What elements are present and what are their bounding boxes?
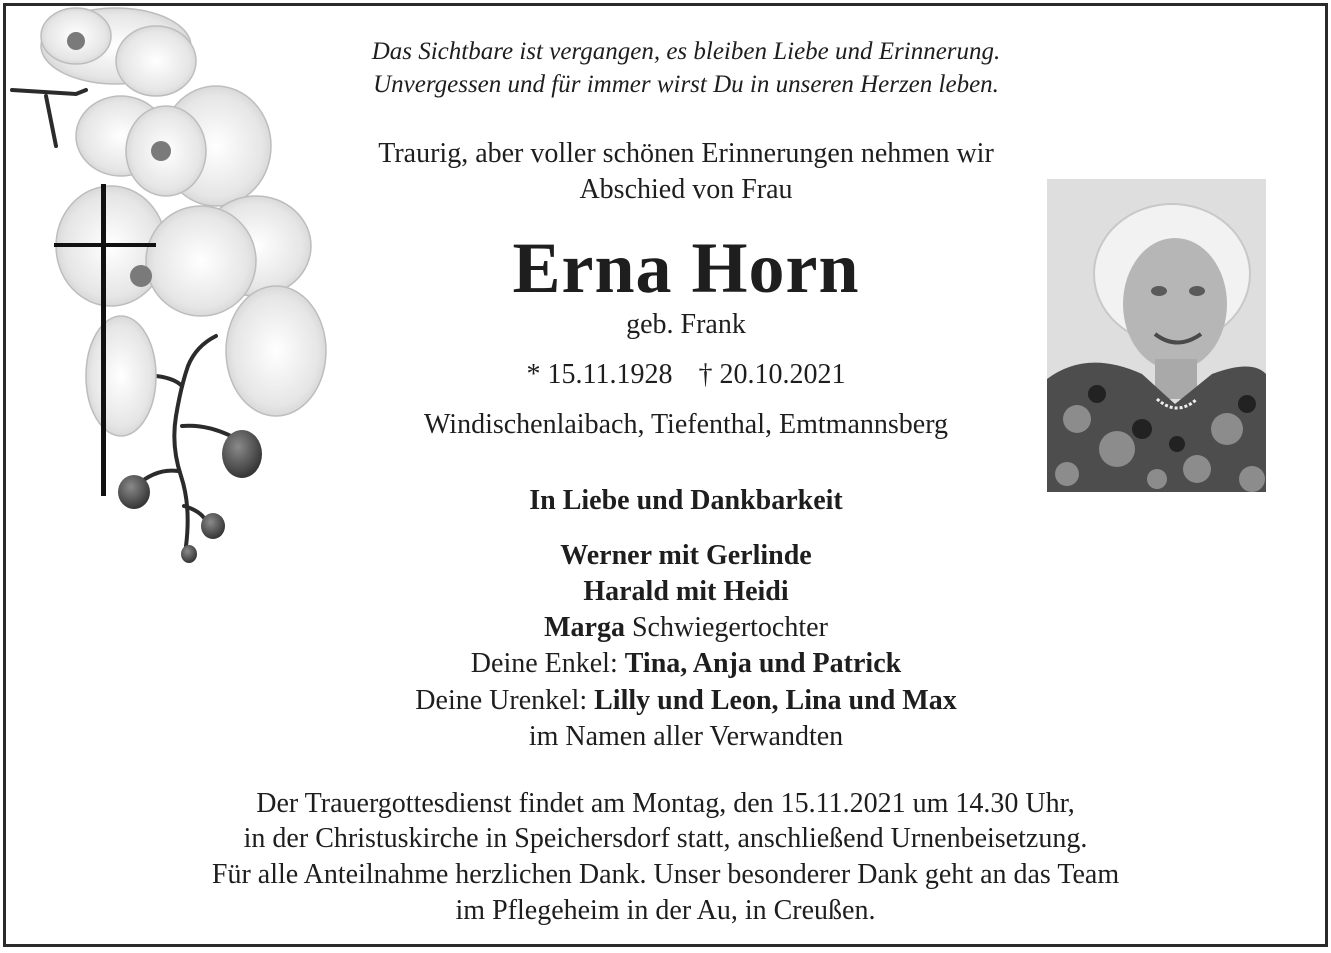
family-line-3-name: Marga: [544, 612, 625, 643]
obituary-notice: [3, 3, 1328, 947]
intro-line-1: Traurig, aber voller schönen Erinnerungen nehmen wir: [378, 138, 994, 169]
birth-date: * 15.11.1928: [526, 359, 673, 390]
places: Windischenlaibach, Tiefenthal, Emtmannsberg: [423, 409, 949, 440]
family-line-3-role: Schwiegertochter: [624, 612, 828, 643]
service-line-1: Der Trauergottesdienst findet am Montag, den 15.11.2021 um 14.30 Uhr,: [256, 788, 1075, 819]
family-line-2: Harald mit Heidi: [583, 576, 789, 607]
quote-line-1: Das Sichtbare ist vergangen, es bleiben Liebe und Erinnerung.: [371, 38, 1001, 65]
life-dates: [186, 358, 1186, 392]
family-line-5-label: Deine Urenkel:: [415, 685, 595, 716]
service-line-2: in der Christuskirche in Speichersdorf statt, anschließend Urnenbeisetzung.: [243, 823, 1088, 854]
service-line-3: Für alle Anteilnahme herzlichen Dank. Unser besonderer Dank geht an das Team: [211, 859, 1120, 890]
maiden-name: geb. Frank: [626, 309, 746, 340]
service-line-4: im Pflegeheim in der Au, in Creußen.: [455, 895, 876, 926]
family-line-4-names: Tina, Anja und Patrick: [624, 648, 902, 679]
family-line-3: [186, 610, 1186, 646]
quote-line-2: Unvergessen und für immer wirst Du in unseren Herzen leben.: [373, 71, 999, 98]
family-line-4: [186, 646, 1186, 682]
deceased-name: Erna Horn: [512, 228, 860, 308]
intro-line-2: Abschied von Frau: [579, 174, 793, 205]
family-line-6: im Namen aller Verwandten: [528, 721, 844, 752]
family-line-5-names: Lilly und Leon, Lina und Max: [594, 685, 957, 716]
family-line-5: [186, 683, 1186, 719]
death-date: † 20.10.2021: [698, 359, 846, 390]
family-line-1: Werner mit Gerlinde: [560, 540, 812, 571]
family-heading: In Liebe und Dankbarkeit: [529, 485, 843, 516]
family-line-4-label: Deine Enkel:: [470, 648, 625, 679]
